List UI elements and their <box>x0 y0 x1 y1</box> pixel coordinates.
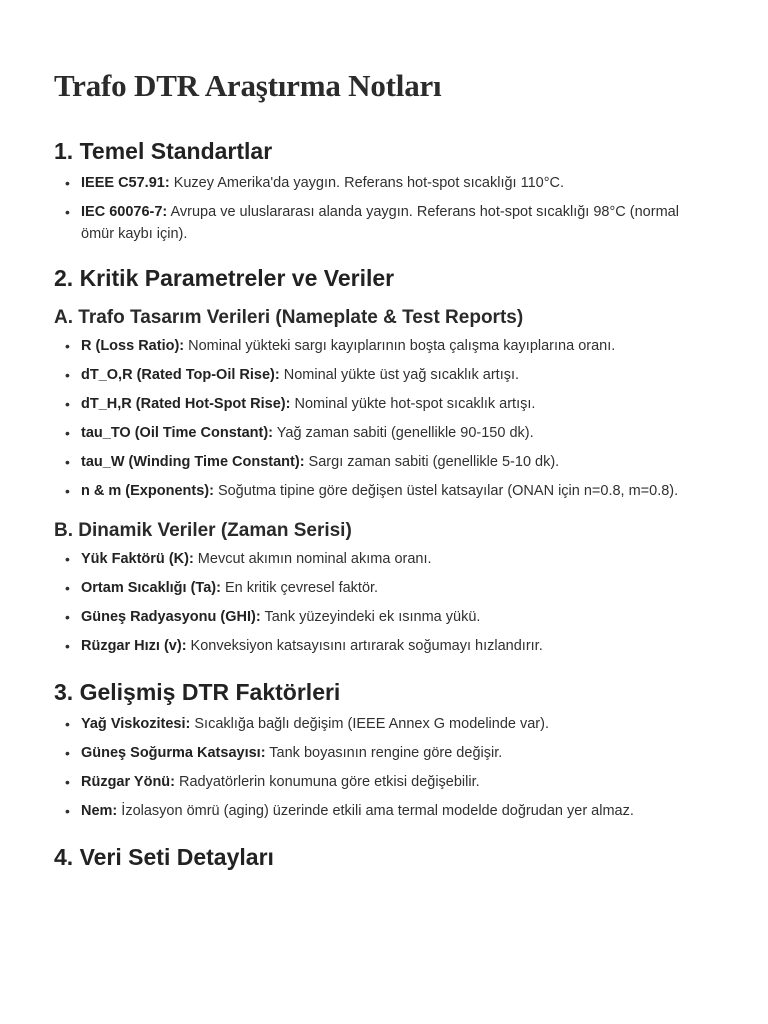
item-text: Yağ zaman sabiti (genellikle 90-150 dk). <box>273 425 534 441</box>
bullet-icon: • <box>65 774 70 790</box>
list-item <box>54 577 712 599</box>
list-item <box>54 335 712 357</box>
bullet-icon: • <box>65 609 70 625</box>
bullet-icon: • <box>65 551 70 567</box>
section-dataset-details <box>54 842 712 872</box>
item-term: R (Loss Ratio): <box>81 338 185 354</box>
bullet-icon: • <box>65 745 70 761</box>
item-text: Soğutma tipine göre değişen üstel katsayılar (ONAN için n=0.8, m=0.8). <box>213 483 679 499</box>
list-item <box>54 201 712 245</box>
item-term: Ortam Sıcaklığı (Ta): <box>81 580 221 596</box>
item-text: Radyatörlerin konumuna göre etkisi değişebilir. <box>174 774 480 790</box>
item-text: Nominal yükteki sargı kayıplarının boşta çalışma kayıplarına oranı. <box>184 338 616 354</box>
list-item <box>54 606 712 628</box>
subsection-heading: A. Trafo Tasarım Verileri (Nameplate & Test Reports) <box>54 307 524 328</box>
section-heading: 1. Temel Standartlar <box>54 138 273 164</box>
item-term: tau_TO (Oil Time Constant): <box>81 425 274 441</box>
item-term: Yük Faktörü (K): <box>81 551 194 567</box>
item-term: dT_O,R (Rated Top-Oil Rise): <box>81 367 280 383</box>
item-term: tau_W (Winding Time Constant): <box>81 454 305 470</box>
list-item <box>54 451 712 473</box>
item-text: Tank boyasının rengine göre değişir. <box>265 745 503 761</box>
item-term: n & m (Exponents): <box>81 483 214 499</box>
list-item <box>54 800 712 822</box>
item-term: Rüzgar Hızı (v): <box>81 638 187 654</box>
item-term: Yağ Viskozitesi: <box>81 716 191 732</box>
bullet-list <box>54 335 712 502</box>
item-term: IEC 60076-7: <box>81 204 168 220</box>
section-heading: 3. Gelişmiş DTR Faktörleri <box>54 679 341 705</box>
bullet-icon: • <box>65 367 70 383</box>
item-text: Nominal yükte üst yağ sıcaklık artışı. <box>279 367 520 383</box>
item-text: İzolasyon ömrü (aging) üzerinde etkili ama termal modelde doğrudan yer almaz. <box>117 803 634 819</box>
list-item <box>54 548 712 570</box>
bullet-icon: • <box>65 425 70 441</box>
item-term: dT_H,R (Rated Hot-Spot Rise): <box>81 396 291 412</box>
bullet-list <box>54 713 712 822</box>
item-text: Mevcut akımın nominal akıma oranı. <box>193 551 432 567</box>
section-standards <box>54 136 712 245</box>
item-text: En kritik çevresel faktör. <box>220 580 379 596</box>
list-item <box>54 172 712 194</box>
bullet-icon: • <box>65 483 70 499</box>
item-text: Tank yüzeyindeki ek ısınma yükü. <box>260 609 481 625</box>
subsection-design-data <box>54 305 712 502</box>
list-item <box>54 393 712 415</box>
list-item <box>54 364 712 386</box>
page-title: Trafo DTR Araştırma Notları <box>54 68 442 103</box>
section-advanced-factors <box>54 677 712 822</box>
subsection-dynamic-data <box>54 518 712 657</box>
bullet-icon: • <box>65 175 70 191</box>
bullet-icon: • <box>65 803 70 819</box>
bullet-icon: • <box>65 580 70 596</box>
item-text: Sargı zaman sabiti (genellikle 5-10 dk). <box>304 454 560 470</box>
section-critical-parameters <box>54 263 712 657</box>
item-text: Konveksiyon katsayısını artırarak soğumayı hızlandırır. <box>186 638 543 654</box>
bullet-icon: • <box>65 338 70 354</box>
item-text: Nominal yükte hot-spot sıcaklık artışı. <box>290 396 536 412</box>
list-item <box>54 635 712 657</box>
list-item <box>54 422 712 444</box>
list-item <box>54 713 712 735</box>
item-text: Avrupa ve uluslararası alanda yaygın. Referans hot-spot sıcaklığı 98°C (normal ömür kaybı için). <box>81 204 679 242</box>
section-heading: 2. Kritik Parametreler ve Veriler <box>54 265 395 291</box>
item-term: Nem: <box>81 803 118 819</box>
list-item <box>54 742 712 764</box>
bullet-list <box>54 548 712 657</box>
item-term: IEEE C57.91: <box>81 175 170 191</box>
bullet-icon: • <box>65 716 70 732</box>
list-item <box>54 771 712 793</box>
item-text: Sıcaklığa bağlı değişim (IEEE Annex G modelinde var). <box>190 716 549 732</box>
bullet-icon: • <box>65 396 70 412</box>
bullet-list <box>54 172 712 245</box>
list-item <box>54 480 712 502</box>
bullet-icon: • <box>65 454 70 470</box>
item-term: Rüzgar Yönü: <box>81 774 175 790</box>
bullet-icon: • <box>65 638 70 654</box>
bullet-icon: • <box>65 204 70 220</box>
section-heading: 4. Veri Seti Detayları <box>54 844 274 870</box>
item-term: Güneş Radyasyonu (GHI): <box>81 609 261 625</box>
item-term: Güneş Soğurma Katsayısı: <box>81 745 266 761</box>
subsection-heading: B. Dinamik Veriler (Zaman Serisi) <box>54 520 352 541</box>
item-text: Kuzey Amerika'da yaygın. Referans hot-spot sıcaklığı 110°C. <box>169 175 565 191</box>
